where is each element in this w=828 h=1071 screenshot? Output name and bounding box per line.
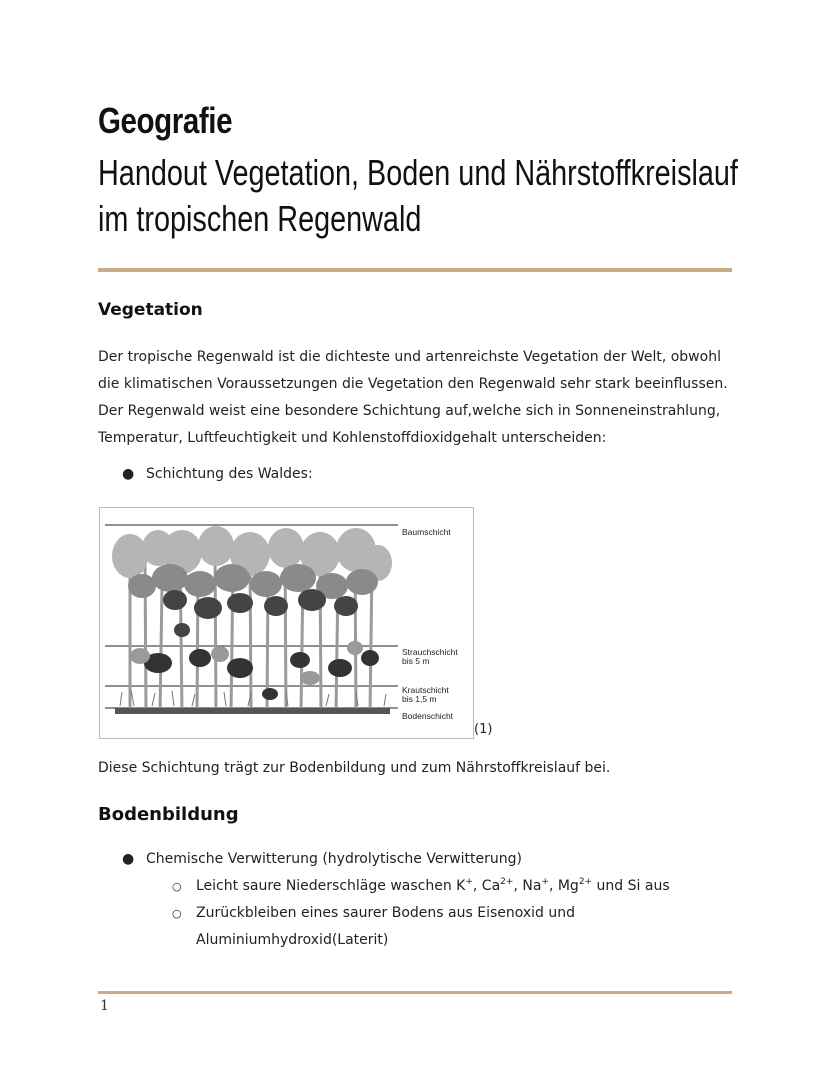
text-fragment: Leicht saure Niederschläge waschen K (196, 878, 466, 894)
list-item-text: Chemische Verwitterung (hydrolytische Verwitterung) (146, 851, 522, 867)
list-item-text: Schichtung des Waldes: (146, 466, 313, 482)
document-subtitle (98, 150, 738, 242)
forest-layers-figure (99, 507, 474, 739)
text-fragment: , Mg (548, 878, 579, 894)
sub-list-item-text: Zurückbleiben eines saurer Bodens aus Eisenoxid und (196, 905, 576, 921)
label-strauchschicht-height: bis 5 m (402, 656, 430, 666)
circle-bullet-icon: ○ (172, 880, 182, 893)
footer-divider (98, 991, 732, 994)
label-strauchschicht: Strauchschicht (402, 647, 458, 657)
header-divider (98, 268, 732, 272)
ion-charge: 2+ (500, 877, 514, 887)
figure-number: (1) (474, 722, 493, 737)
text-fragment: und Si aus (592, 878, 670, 894)
bullet-dot-icon: ● (122, 466, 135, 482)
text-fragment: , Na (513, 878, 542, 894)
label-bodenschicht: Bodenschicht (402, 711, 454, 721)
sub-list-item-laterit-continued: Aluminiumhydroxid(Laterit) (196, 932, 389, 948)
label-krautschicht: Krautschicht (402, 685, 449, 695)
label-baumschicht: Baumschicht (402, 527, 451, 537)
section-heading-vegetation: Vegetation (98, 300, 203, 320)
label-krautschicht-height: bis 1,5 m (402, 694, 437, 704)
subtitle-line-2: im tropischen Regenwald (98, 198, 422, 239)
paragraph-line: Der tropische Regenwald ist die dichteste und artenreichste Vegetation der Welt, obwohl (98, 349, 721, 365)
ion-charge: + (541, 877, 549, 887)
ion-charge: 2+ (578, 877, 593, 887)
forest-layers-illustration (100, 508, 473, 738)
paragraph-after-figure: Diese Schichtung trägt zur Bodenbildung und zum Nährstoffkreislauf bei. (98, 760, 611, 776)
sub-list-item-text (196, 873, 670, 900)
subject-title: Geografie (98, 100, 233, 141)
page-number: 1 (100, 998, 109, 1014)
ion-charge: + (465, 877, 473, 887)
circle-bullet-icon: ○ (172, 907, 182, 920)
paragraph-line: die klimatischen Voraussetzungen die Vegetation den Regenwald sehr stark beeinflussen. (98, 376, 728, 392)
paragraph-line: Temperatur, Luftfeuchtigkeit und Kohlenstoffdioxidgehalt unterscheiden: (98, 430, 607, 446)
vegetation-paragraph (98, 344, 738, 452)
text-fragment: , Ca (472, 878, 501, 894)
section-heading-bodenbildung: Bodenbildung (98, 804, 239, 825)
paragraph-line: Der Regenwald weist eine besondere Schichtung auf,welche sich in Sonneneinstrahlung, (98, 403, 721, 419)
subtitle-line-1: Handout Vegetation, Boden und Nährstoffkreislauf (98, 152, 738, 193)
bullet-dot-icon: ● (122, 851, 135, 867)
